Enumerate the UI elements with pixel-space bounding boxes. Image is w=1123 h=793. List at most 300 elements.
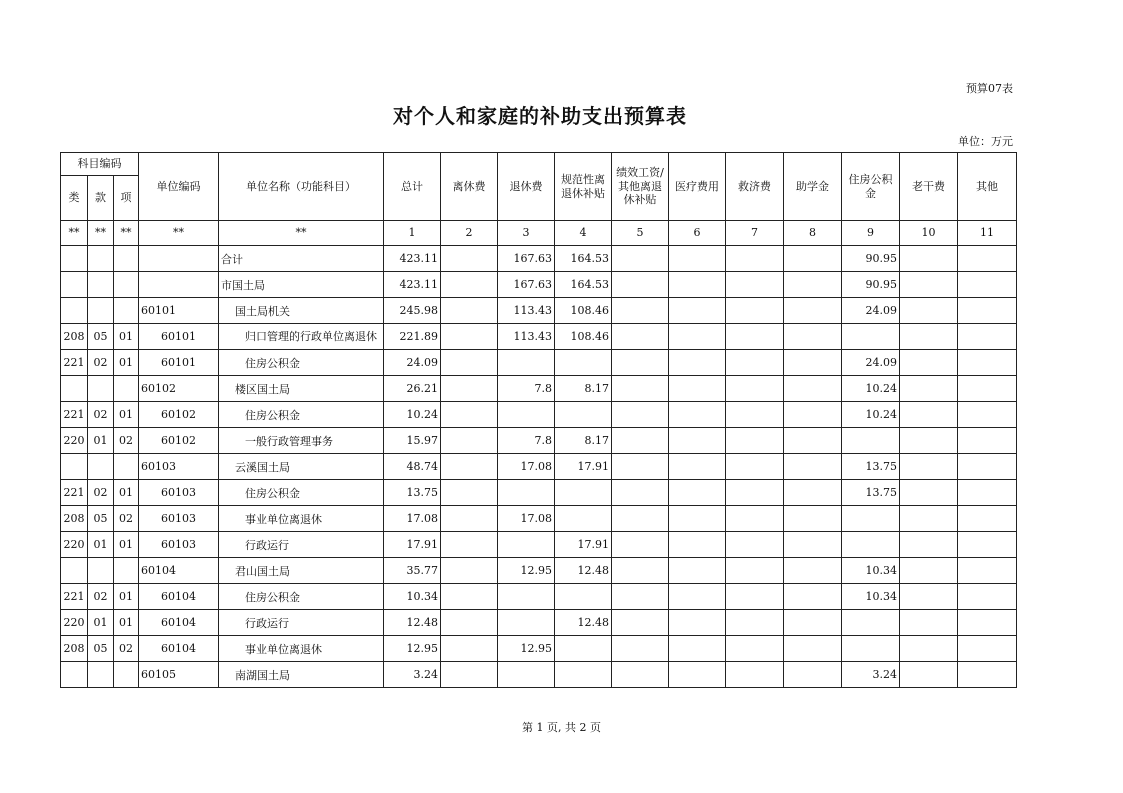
- cell-guifan: 108.46: [555, 298, 612, 324]
- cell-xiang: 01: [114, 402, 139, 428]
- cell-total: 12.95: [384, 636, 441, 662]
- cell-zhuxue: [784, 662, 842, 688]
- cell-unit-code: 60101: [139, 350, 219, 376]
- cell-guifan: [555, 636, 612, 662]
- cell-jiuji: [726, 506, 784, 532]
- cell-unit-code: [139, 246, 219, 272]
- table-row: [61, 428, 1017, 454]
- cell-lixiu: [441, 246, 498, 272]
- index-cell: **: [219, 221, 384, 246]
- cell-unit-code: 60101: [139, 298, 219, 324]
- cell-lixiu: [441, 350, 498, 376]
- cell-zhufang: 10.24: [842, 402, 900, 428]
- cell-laogan: [900, 610, 958, 636]
- cell-xiang: 01: [114, 480, 139, 506]
- cell-laogan: [900, 662, 958, 688]
- cell-unit-name: 云溪国土局: [219, 454, 384, 480]
- cell-laogan: [900, 636, 958, 662]
- cell-qita: [958, 506, 1017, 532]
- cell-yiliao: [669, 532, 726, 558]
- cell-lei: 208: [61, 636, 88, 662]
- cell-unit-name: 行政运行: [219, 532, 384, 558]
- cell-tuixiu: [498, 480, 555, 506]
- cell-jiuji: [726, 246, 784, 272]
- cell-yiliao: [669, 324, 726, 350]
- header-yiliao: 医疗费用: [669, 153, 726, 221]
- cell-jiuji: [726, 532, 784, 558]
- cell-guifan: 8.17: [555, 428, 612, 454]
- cell-yiliao: [669, 662, 726, 688]
- cell-guifan: [555, 662, 612, 688]
- cell-guifan: [555, 402, 612, 428]
- table-row: [61, 662, 1017, 688]
- table-row: [61, 454, 1017, 480]
- cell-lixiu: [441, 584, 498, 610]
- index-cell: 6: [669, 221, 726, 246]
- cell-xiang: 01: [114, 324, 139, 350]
- cell-lei: 221: [61, 350, 88, 376]
- cell-zhufang: 10.34: [842, 558, 900, 584]
- cell-yiliao: [669, 584, 726, 610]
- cell-qita: [958, 298, 1017, 324]
- cell-xiang: [114, 662, 139, 688]
- cell-qita: [958, 402, 1017, 428]
- cell-yiliao: [669, 636, 726, 662]
- cell-jiuji: [726, 636, 784, 662]
- cell-jiuji: [726, 298, 784, 324]
- cell-lei: 220: [61, 610, 88, 636]
- cell-jixiao: [612, 584, 669, 610]
- cell-qita: [958, 324, 1017, 350]
- cell-zhufang: 24.09: [842, 350, 900, 376]
- cell-yiliao: [669, 246, 726, 272]
- index-cell: 1: [384, 221, 441, 246]
- page-title: 对个人和家庭的补助支出预算表: [393, 104, 687, 128]
- cell-tuixiu: [498, 584, 555, 610]
- index-cell: 3: [498, 221, 555, 246]
- cell-jixiao: [612, 298, 669, 324]
- cell-unit-name: 行政运行: [219, 610, 384, 636]
- table-row: [61, 246, 1017, 272]
- cell-guifan: [555, 480, 612, 506]
- cell-jixiao: [612, 532, 669, 558]
- cell-jixiao: [612, 480, 669, 506]
- cell-lei: 220: [61, 428, 88, 454]
- form-code: 预算07表: [966, 82, 1013, 95]
- cell-laogan: [900, 584, 958, 610]
- table-row: [61, 610, 1017, 636]
- cell-lei: 208: [61, 324, 88, 350]
- index-cell: 11: [958, 221, 1017, 246]
- cell-unit-code: 60104: [139, 610, 219, 636]
- cell-unit-name: 楼区国土局: [219, 376, 384, 402]
- cell-unit-name: 市国土局: [219, 272, 384, 298]
- cell-zhufang: 90.95: [842, 246, 900, 272]
- cell-kuan: 01: [88, 532, 114, 558]
- cell-tuixiu: 113.43: [498, 324, 555, 350]
- cell-yiliao: [669, 506, 726, 532]
- cell-laogan: [900, 376, 958, 402]
- cell-kuan: 01: [88, 428, 114, 454]
- cell-tuixiu: 7.8: [498, 428, 555, 454]
- cell-zhuxue: [784, 376, 842, 402]
- table-row: [61, 376, 1017, 402]
- cell-lixiu: [441, 324, 498, 350]
- cell-yiliao: [669, 610, 726, 636]
- cell-guifan: 8.17: [555, 376, 612, 402]
- cell-qita: [958, 662, 1017, 688]
- cell-lei: 220: [61, 532, 88, 558]
- cell-tuixiu: [498, 532, 555, 558]
- cell-yiliao: [669, 350, 726, 376]
- cell-zhufang: 13.75: [842, 454, 900, 480]
- cell-unit-code: 60102: [139, 376, 219, 402]
- cell-tuixiu: 113.43: [498, 298, 555, 324]
- cell-jixiao: [612, 350, 669, 376]
- cell-zhufang: 10.34: [842, 584, 900, 610]
- cell-lei: [61, 558, 88, 584]
- cell-lei: 221: [61, 480, 88, 506]
- cell-zhufang: [842, 532, 900, 558]
- cell-laogan: [900, 272, 958, 298]
- cell-jixiao: [612, 636, 669, 662]
- cell-xiang: 02: [114, 506, 139, 532]
- cell-qita: [958, 350, 1017, 376]
- cell-yiliao: [669, 454, 726, 480]
- cell-zhuxue: [784, 532, 842, 558]
- index-cell: 2: [441, 221, 498, 246]
- cell-zhufang: [842, 428, 900, 454]
- cell-tuixiu: 7.8: [498, 376, 555, 402]
- cell-xiang: 01: [114, 584, 139, 610]
- header-total: 总计: [384, 153, 441, 221]
- cell-unit-code: 60104: [139, 558, 219, 584]
- cell-lixiu: [441, 298, 498, 324]
- cell-jixiao: [612, 428, 669, 454]
- cell-qita: [958, 246, 1017, 272]
- cell-unit-name: [219, 324, 384, 350]
- cell-qita: [958, 272, 1017, 298]
- header-qita: 其他: [958, 153, 1017, 221]
- cell-jiuji: [726, 480, 784, 506]
- cell-unit-code: 60103: [139, 532, 219, 558]
- header-lei: 类: [61, 176, 88, 221]
- cell-jiuji: [726, 350, 784, 376]
- cell-guifan: 108.46: [555, 324, 612, 350]
- cell-zhuxue: [784, 636, 842, 662]
- cell-zhufang: 3.24: [842, 662, 900, 688]
- cell-unit-code: [139, 272, 219, 298]
- cell-unit-code: 60102: [139, 428, 219, 454]
- cell-qita: [958, 636, 1017, 662]
- cell-unit-name: 一般行政管理事务: [219, 428, 384, 454]
- table-row: [61, 584, 1017, 610]
- cell-unit-name: 国土局机关: [219, 298, 384, 324]
- cell-lei: [61, 246, 88, 272]
- cell-laogan: [900, 402, 958, 428]
- cell-lei: 208: [61, 506, 88, 532]
- unit-label: 单位：万元: [958, 135, 1013, 148]
- cell-zhuxue: [784, 298, 842, 324]
- cell-unit-code: 60101: [139, 324, 219, 350]
- table-row: [61, 558, 1017, 584]
- cell-unit-code: 60102: [139, 402, 219, 428]
- header-kuan: 款: [88, 176, 114, 221]
- cell-lixiu: [441, 636, 498, 662]
- cell-kuan: 05: [88, 636, 114, 662]
- cell-jiuji: [726, 610, 784, 636]
- cell-zhufang: 13.75: [842, 480, 900, 506]
- cell-yiliao: [669, 298, 726, 324]
- table-row: [61, 480, 1017, 506]
- cell-laogan: [900, 324, 958, 350]
- cell-lixiu: [441, 480, 498, 506]
- cell-qita: [958, 532, 1017, 558]
- cell-unit-name: 事业单位离退休: [219, 506, 384, 532]
- cell-zhuxue: [784, 506, 842, 532]
- cell-total: 35.77: [384, 558, 441, 584]
- cell-zhuxue: [784, 584, 842, 610]
- cell-zhuxue: [784, 454, 842, 480]
- cell-laogan: [900, 298, 958, 324]
- cell-laogan: [900, 506, 958, 532]
- cell-lixiu: [441, 272, 498, 298]
- cell-zhufang: [842, 636, 900, 662]
- cell-zhufang: 90.95: [842, 272, 900, 298]
- cell-guifan: 12.48: [555, 610, 612, 636]
- cell-zhuxue: [784, 480, 842, 506]
- cell-qita: [958, 376, 1017, 402]
- cell-kuan: 02: [88, 480, 114, 506]
- header-lixiu: 离休费: [441, 153, 498, 221]
- cell-qita: [958, 610, 1017, 636]
- table-row: [61, 532, 1017, 558]
- cell-total: 17.91: [384, 532, 441, 558]
- table-row: [61, 636, 1017, 662]
- cell-kuan: 02: [88, 584, 114, 610]
- cell-jiuji: [726, 662, 784, 688]
- cell-kuan: [88, 298, 114, 324]
- cell-kuan: 01: [88, 610, 114, 636]
- header-zhuxue: 助学金: [784, 153, 842, 221]
- cell-guifan: 164.53: [555, 246, 612, 272]
- header-guifan: 规范性离退休补贴: [555, 153, 612, 221]
- cell-xiang: 02: [114, 428, 139, 454]
- cell-guifan: 12.48: [555, 558, 612, 584]
- cell-unit-code: 60104: [139, 636, 219, 662]
- cell-jixiao: [612, 454, 669, 480]
- cell-zhuxue: [784, 324, 842, 350]
- cell-lixiu: [441, 662, 498, 688]
- cell-unit-name: 合计: [219, 246, 384, 272]
- cell-kuan: 02: [88, 402, 114, 428]
- cell-lixiu: [441, 428, 498, 454]
- cell-kuan: 05: [88, 506, 114, 532]
- cell-jiuji: [726, 324, 784, 350]
- cell-jixiao: [612, 272, 669, 298]
- cell-zhuxue: [784, 428, 842, 454]
- cell-laogan: [900, 454, 958, 480]
- cell-jixiao: [612, 662, 669, 688]
- cell-lixiu: [441, 402, 498, 428]
- cell-tuixiu: 17.08: [498, 454, 555, 480]
- cell-total: 13.75: [384, 480, 441, 506]
- table-row: [61, 324, 1017, 350]
- cell-lei: 221: [61, 584, 88, 610]
- cell-lei: [61, 454, 88, 480]
- cell-lei: [61, 272, 88, 298]
- cell-guifan: 164.53: [555, 272, 612, 298]
- cell-tuixiu: [498, 402, 555, 428]
- cell-laogan: [900, 480, 958, 506]
- cell-tuixiu: [498, 662, 555, 688]
- cell-lixiu: [441, 610, 498, 636]
- cell-unit-name: 住房公积金: [219, 350, 384, 376]
- cell-unit-code: 60104: [139, 584, 219, 610]
- cell-xiang: 01: [114, 610, 139, 636]
- header-xiang: 项: [114, 176, 139, 221]
- cell-zhuxue: [784, 350, 842, 376]
- page-footer: 第 1 页, 共 2 页: [522, 721, 601, 734]
- cell-tuixiu: [498, 350, 555, 376]
- cell-unit-code: 60103: [139, 506, 219, 532]
- cell-unit-name: 南湖国土局: [219, 662, 384, 688]
- cell-total: 245.98: [384, 298, 441, 324]
- index-cell: 9: [842, 221, 900, 246]
- cell-guifan: [555, 350, 612, 376]
- cell-laogan: [900, 246, 958, 272]
- cell-jiuji: [726, 584, 784, 610]
- cell-zhuxue: [784, 272, 842, 298]
- cell-guifan: 17.91: [555, 532, 612, 558]
- cell-jiuji: [726, 272, 784, 298]
- cell-total: 3.24: [384, 662, 441, 688]
- cell-jixiao: [612, 506, 669, 532]
- cell-laogan: [900, 558, 958, 584]
- cell-tuixiu: 17.08: [498, 506, 555, 532]
- index-cell: **: [88, 221, 114, 246]
- cell-jixiao: [612, 402, 669, 428]
- unit-name-text: 归口管理的行政单位离退休: [245, 329, 378, 343]
- cell-jixiao: [612, 610, 669, 636]
- cell-lixiu: [441, 506, 498, 532]
- budget-table: [60, 152, 1017, 688]
- cell-guifan: 17.91: [555, 454, 612, 480]
- index-cell: 7: [726, 221, 784, 246]
- cell-laogan: [900, 350, 958, 376]
- cell-kuan: [88, 272, 114, 298]
- index-cell: 4: [555, 221, 612, 246]
- cell-unit-name: 住房公积金: [219, 584, 384, 610]
- cell-total: 423.11: [384, 246, 441, 272]
- cell-yiliao: [669, 558, 726, 584]
- cell-qita: [958, 558, 1017, 584]
- cell-zhufang: [842, 610, 900, 636]
- index-cell: **: [61, 221, 88, 246]
- cell-laogan: [900, 532, 958, 558]
- cell-zhuxue: [784, 558, 842, 584]
- cell-guifan: [555, 584, 612, 610]
- header-laogan: 老干费: [900, 153, 958, 221]
- cell-total: 12.48: [384, 610, 441, 636]
- cell-lixiu: [441, 376, 498, 402]
- cell-jixiao: [612, 558, 669, 584]
- cell-kuan: [88, 662, 114, 688]
- cell-yiliao: [669, 272, 726, 298]
- cell-xiang: [114, 454, 139, 480]
- cell-zhufang: [842, 324, 900, 350]
- cell-jiuji: [726, 454, 784, 480]
- cell-xiang: [114, 272, 139, 298]
- cell-xiang: [114, 558, 139, 584]
- cell-zhuxue: [784, 610, 842, 636]
- cell-unit-name: 君山国土局: [219, 558, 384, 584]
- cell-yiliao: [669, 376, 726, 402]
- cell-zhufang: 10.24: [842, 376, 900, 402]
- cell-yiliao: [669, 480, 726, 506]
- header-tuixiu: 退休费: [498, 153, 555, 221]
- cell-total: 423.11: [384, 272, 441, 298]
- header-subject-code: 科目编码: [61, 153, 139, 176]
- table-body: [61, 246, 1017, 688]
- cell-qita: [958, 480, 1017, 506]
- cell-kuan: [88, 454, 114, 480]
- cell-tuixiu: 167.63: [498, 272, 555, 298]
- cell-zhuxue: [784, 246, 842, 272]
- cell-total: 10.24: [384, 402, 441, 428]
- cell-lei: [61, 376, 88, 402]
- cell-xiang: 01: [114, 532, 139, 558]
- header-unit-name: 单位名称（功能科目）: [219, 153, 384, 221]
- header-zhufang: 住房公积金: [842, 153, 900, 221]
- cell-lei: [61, 298, 88, 324]
- table-row: [61, 506, 1017, 532]
- index-cell: 5: [612, 221, 669, 246]
- cell-kuan: [88, 376, 114, 402]
- table-row: [61, 298, 1017, 324]
- cell-tuixiu: 167.63: [498, 246, 555, 272]
- cell-lei: 221: [61, 402, 88, 428]
- cell-total: 26.21: [384, 376, 441, 402]
- cell-yiliao: [669, 428, 726, 454]
- cell-jiuji: [726, 376, 784, 402]
- cell-qita: [958, 428, 1017, 454]
- cell-zhufang: 24.09: [842, 298, 900, 324]
- index-cell: 8: [784, 221, 842, 246]
- cell-unit-name: 住房公积金: [219, 402, 384, 428]
- cell-xiang: 02: [114, 636, 139, 662]
- cell-jixiao: [612, 324, 669, 350]
- cell-kuan: [88, 558, 114, 584]
- cell-unit-code: 60103: [139, 454, 219, 480]
- cell-zhufang: [842, 506, 900, 532]
- cell-qita: [958, 454, 1017, 480]
- cell-jixiao: [612, 376, 669, 402]
- cell-laogan: [900, 428, 958, 454]
- cell-xiang: [114, 246, 139, 272]
- cell-kuan: [88, 246, 114, 272]
- cell-jixiao: [612, 246, 669, 272]
- index-cell: **: [139, 221, 219, 246]
- index-cell: **: [114, 221, 139, 246]
- cell-jiuji: [726, 558, 784, 584]
- cell-lixiu: [441, 558, 498, 584]
- cell-jiuji: [726, 428, 784, 454]
- cell-tuixiu: [498, 610, 555, 636]
- cell-lixiu: [441, 454, 498, 480]
- cell-unit-name: 住房公积金: [219, 480, 384, 506]
- cell-total: 17.08: [384, 506, 441, 532]
